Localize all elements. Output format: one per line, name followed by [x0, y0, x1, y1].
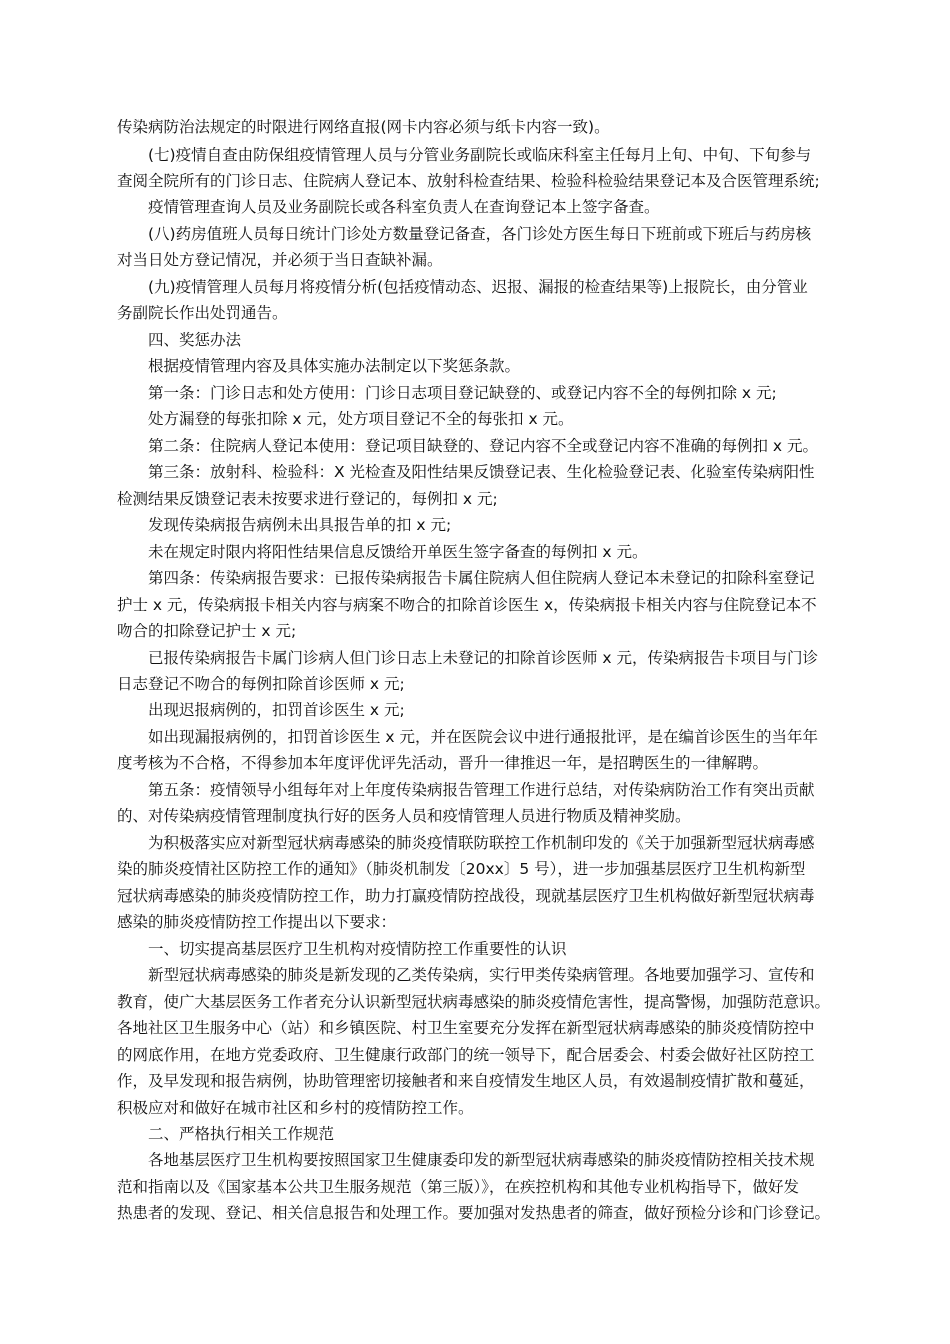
- text-line: 发现传染病报告病例未出具报告单的扣 x 元;: [148, 516, 452, 534]
- text-line: 第四条：传染病报告要求：已报传染病报告卡属住院病人但住院病人登记本未登记的扣除科室登记: [148, 569, 815, 587]
- text-line: 感染的肺炎疫情防控工作提出以下要求：: [117, 913, 397, 931]
- text-line: 护士 x 元，传染病报卡相关内容与病案不吻合的扣除首诊医生 x，传染病报卡相关内容与住院登记本不: [117, 596, 817, 614]
- text-line: 染的肺炎疫情社区防控工作的通知》（肺炎机制发〔20xx〕5 号），进一步加强基层医疗卫生机构新型: [117, 860, 806, 878]
- text-line: 作，及早发现和报告病例，协助管理密切接触者和来自疫情发生地区人员，有效遏制疫情扩散和蔓延，: [117, 1072, 815, 1090]
- text-line: 度考核为不合格，不得参加本年度评优评先活动，晋升一律推迟一年，是招聘医生的一律解聘。: [117, 754, 769, 772]
- text-line: 教育，使广大基层医务工作者充分认识新型冠状病毒感染的肺炎疫情危害性，提高警惕，加强防范意识。: [117, 993, 831, 1011]
- text-line: 第二条：住院病人登记本使用：登记项目缺登的、登记内容不全或登记内容不准确的每例扣 x 元。: [148, 437, 819, 455]
- text-line: 热患者的发现、登记、相关信息报告和处理工作。要加强对发热患者的筛查，做好预检分诊和门诊登记。: [117, 1204, 831, 1222]
- text-line: 吻合的扣除登记护士 x 元;: [117, 622, 297, 640]
- text-line: 处方漏登的每张扣除 x 元，处方项目登记不全的每张扣 x 元。: [148, 410, 574, 428]
- text-line: 各地社区卫生服务中心（站）和乡镇医院、村卫生室要充分发挥在新型冠状病毒感染的肺炎疫情防控中: [117, 1019, 815, 1037]
- text-line: 为积极落实应对新型冠状病毒感染的肺炎疫情联防联控工作机制印发的《关于加强新型冠状病毒感: [148, 834, 815, 852]
- text-line: 的网底作用，在地方党委政府、卫生健康行政部门的统一领导下，配合居委会、村委会做好社区防控工: [117, 1046, 815, 1064]
- text-line: 积极应对和做好在城市社区和乡村的疫情防控工作。: [117, 1099, 474, 1117]
- text-line: 第一条：门诊日志和处方使用：门诊日志项目登记缺登的、或登记内容不全的每例扣除 x 元;: [148, 384, 777, 402]
- text-line: 根据疫情管理内容及具体实施办法制定以下奖惩条款。: [148, 357, 521, 375]
- text-line: (九)疫情管理人员每月将疫情分析(包括疫情动态、迟报、漏报的检查结果等)上报院长，由分管业: [148, 278, 808, 296]
- text-line: 各地基层医疗卫生机构要按照国家卫生健康委印发的新型冠状病毒感染的肺炎疫情防控相关技术规: [148, 1151, 815, 1169]
- section-heading: 四、奖惩办法: [148, 331, 242, 349]
- text-line: 疫情管理查询人员及业务副院长或各科室负责人在查询登记本上签字备查。: [148, 198, 660, 216]
- section-heading: 二、严格执行相关工作规范: [148, 1125, 335, 1143]
- text-line: 如出现漏报病例的，扣罚首诊医生 x 元，并在医院会议中进行通报批评，是在编首诊医生的当年年: [148, 728, 819, 746]
- text-line: 已报传染病报告卡属门诊病人但门诊日志上未登记的扣除首诊医师 x 元，传染病报告卡项目与门诊: [148, 649, 819, 667]
- section-heading: 一、切实提高基层医疗卫生机构对疫情防控工作重要性的认识: [148, 940, 567, 958]
- text-line: 第三条：放射科、检验科：X 光检查及阳性结果反馈登记表、生化检验登记表、化验室传染病阳性: [148, 463, 815, 481]
- text-line: 查阅全院所有的门诊日志、住院病人登记本、放射科检查结果、检验科检验结果登记本及合医管理系统;: [117, 172, 820, 190]
- text-line: 日志登记不吻合的每例扣除首诊医师 x 元;: [117, 675, 405, 693]
- text-line: 的、对传染病疫情管理制度执行好的医务人员和疫情管理人员进行物质及精神奖励。: [117, 807, 691, 825]
- text-line: 冠状病毒感染的肺炎疫情防控工作，助力打赢疫情防控战役，现就基层医疗卫生机构做好新型冠状病毒: [117, 887, 815, 905]
- text-line: (七)疫情自查由防保组疫情管理人员与分管业务副院长或临床科室主任每月上旬、中旬、下旬参与: [148, 146, 812, 164]
- text-line: 务副院长作出处罚通告。: [117, 304, 288, 322]
- text-line: 对当日处方登记情况，并必须于当日查缺补漏。: [117, 251, 443, 269]
- text-line: 检测结果反馈登记表未按要求进行登记的，每例扣 x 元;: [117, 490, 498, 508]
- text-line: 未在规定时限内将阳性结果信息反馈给开单医生签字备查的每例扣 x 元。: [148, 543, 648, 561]
- text-line: 第五条：疫情领导小组每年对上年度传染病报告管理工作进行总结，对传染病防治工作有突出贡献: [148, 781, 815, 799]
- text-line: 传染病防治法规定的时限进行网络直报(网卡内容必须与纸卡内容一致)。: [117, 118, 610, 136]
- text-line: 新型冠状病毒感染的肺炎是新发现的乙类传染病，实行甲类传染病管理。各地要加强学习、宣传和: [148, 966, 815, 984]
- text-line: 范和指南以及《国家基本公共卫生服务规范（第三版）》，在疾控机构和其他专业机构指导下，做好发: [117, 1178, 800, 1196]
- text-line: (八)药房值班人员每日统计门诊处方数量登记备查，各门诊处方医生每日下班前或下班后与药房核: [148, 225, 812, 243]
- text-line: 出现迟报病例的，扣罚首诊医生 x 元;: [148, 701, 405, 719]
